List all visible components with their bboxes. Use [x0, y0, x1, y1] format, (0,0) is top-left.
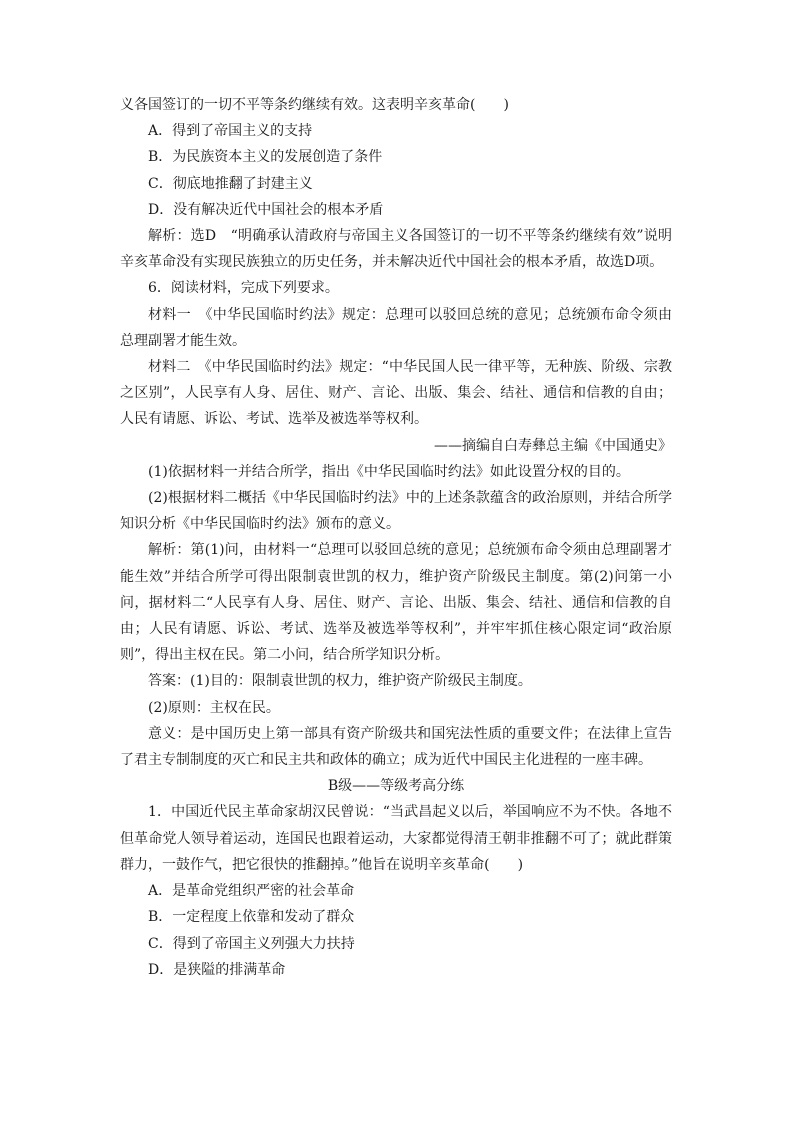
question-6-material-1: 材料一 《中华民国临时约法》规定：总理可以驳回总统的意见；总统颁布命令须由总理副署才能生效。 [120, 306, 672, 349]
question-6-material-2: 材料二 《中华民国临时约法》规定：“中华民国人民一律平等，无种族、阶级、宗教之区别”，人民享有人身、居住、财产、言论、出版、集会、结社、通信和信教的自由；人民有请愿、诉讼、考试、选举及被选举等权利。 [120, 359, 672, 428]
question-6-sub-question-1: (1)依据材料一并结合所学，指出《中华民国临时约法》如此设置分权的目的。 [148, 463, 630, 480]
question-6-sub-question-2: (2)根据材料二概括《中华民国临时约法》中的上述条款蕴含的政治原则，并结合所学知识分析《中华民国临时约法》颁布的意义。 [120, 490, 672, 533]
question-5-option-c: C．彻底地推翻了封建主义 [148, 175, 313, 192]
question-5-stem-tail: 义各国签订的一切不平等条约继续有效。这表明辛亥革命( ) [120, 97, 509, 113]
question-6-answer-1: 答案：(1)目的：限制袁世凯的权力，维护资产阶级民主制度。 [148, 673, 532, 690]
question-5-option-d: D．没有解决近代中国社会的根本矛盾 [148, 201, 384, 218]
document-page [120, 92, 672, 983]
question-5-analysis: 解析：选D “明确承认清政府与帝国主义各国签订的一切不平等条约继续有效”说明辛亥革命没有实现民族独立的历史任务，并未解决近代中国社会的根本矛盾，故选D项。 [120, 228, 672, 271]
section-b-question-1-option-d: D．是狭隘的排满革命 [148, 961, 286, 978]
question-6-answer-2: (2)原则：主权在民。 [148, 699, 280, 716]
section-b-question-1-stem: 1．中国近代民主革命家胡汉民曾说：“当武昌起义以后，举国响应不为不快。各地不但革命党人领导着运动，连国民也跟着运动，大家都觉得清王朝非推翻不可了；就此群策群力，一鼓作气，把它很快的推翻掉。”他旨在说明辛亥革命( ) [120, 804, 672, 873]
question-6-stem: 6．阅读材料，完成下列要求。 [148, 280, 339, 297]
question-6-analysis: 解析：第(1)问，由材料一“总理可以驳回总统的意见；总统颁布命令须由总理副署才能生效”并结合所学可得出限制袁世凯的权力，维护资产阶级民主制度。第(2)问第一小问，据材料二“人民享有人身、居住、财产、言论、出版、集会、结社、通信和信教的自由；人民有请愿、诉讼、考试、选举及被选举等权利”，并牢牢抓住核心限定词“政治原则”，得出主权在民。第二小问，结合所学知识分析。 [120, 542, 672, 664]
question-6-source: ——摘编自白寿彝总主编《中国通史》 [434, 437, 672, 454]
question-5-option-a: A．得到了帝国主义的支持 [148, 123, 313, 140]
question-6-answer-3: 意义：是中国历史上第一部具有资产阶级共和国宪法性质的重要文件；在法律上宣告了君主专制制度的灭亡和民主共和政体的确立；成为近代中国民主化进程的一座丰碑。 [120, 725, 672, 769]
section-b-question-1-option-c: C．得到了帝国主义列强大力扶持 [148, 935, 355, 952]
section-b-heading: B级——等级考高分练 [327, 778, 465, 795]
section-b-question-1-option-a: A．是革命党组织严密的社会革命 [148, 883, 355, 900]
question-5-option-b: B．为民族资本主义的发展创造了条件 [148, 149, 383, 166]
section-b-question-1-option-b: B．一定程度上依靠和发动了群众 [148, 909, 355, 926]
